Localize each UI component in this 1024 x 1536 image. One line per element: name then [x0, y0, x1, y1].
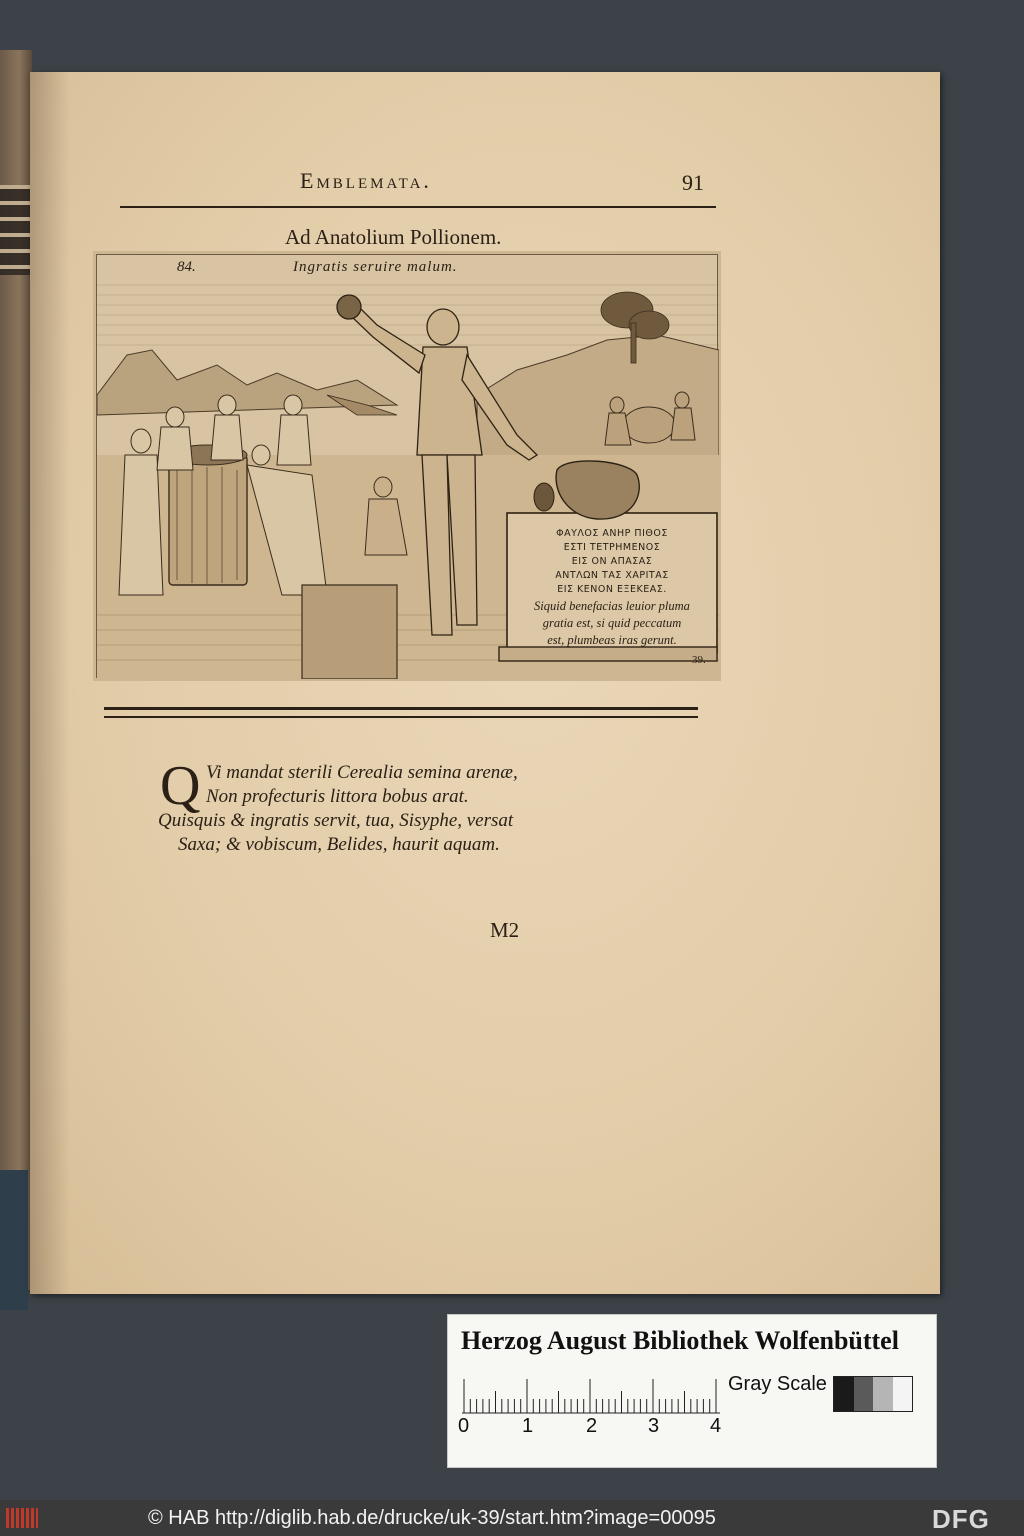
poem-line: Saxa; & vobiscum, Belides, haurit aquam. [178, 834, 500, 855]
gray-scale-bar [833, 1376, 913, 1412]
dfg-logo: DFG [932, 1504, 990, 1534]
footer-bar [0, 1500, 1024, 1536]
poem-line: Vi mandat sterili Cerealia semina arenæ, [206, 762, 518, 783]
gutter-shadow [30, 72, 70, 1294]
page-number: 91 [682, 170, 704, 195]
gray-step [893, 1377, 913, 1411]
latin-line: Siquid benefacias leuior pluma [534, 599, 690, 613]
cover-edge [0, 1170, 28, 1310]
color-reference-card [447, 1314, 937, 1468]
pedestal-inscription [517, 527, 707, 648]
engraving-plate [96, 254, 718, 678]
greek-line: ΦΑΥΛΟΣ ΑΝΗΡ ΠΙΘΟΣ [556, 528, 668, 539]
plate-corner-number: 39. [692, 654, 706, 666]
signature-mark: M2 [490, 918, 520, 942]
greek-line: ΕΙΣ ΟΝ ΑΠΑΣΑΣ [571, 556, 653, 567]
gray-scale-label: Gray Scale [728, 1373, 827, 1395]
dedication: Ad Anatolium Pollionem. [285, 225, 502, 249]
hab-logo-icon [6, 1508, 38, 1528]
plate-number: 84. [177, 259, 196, 275]
ruler-number: 2 [586, 1415, 598, 1437]
ruler-number: 3 [648, 1415, 660, 1437]
ruler-number: 0 [458, 1415, 470, 1437]
greek-line: ΑΝΤΛΩΝ ΤΑΣ ΧΑΡΙΤΑΣ [555, 570, 669, 581]
gray-step [834, 1377, 854, 1411]
binding-ornament [0, 185, 30, 275]
card-title: Herzog August Bibliothek Wolfenbüttel [461, 1326, 899, 1355]
divider-rule-bottom [104, 716, 698, 718]
ruler-number: 1 [522, 1415, 534, 1437]
greek-line: ΕΣΤΙ ΤΕΤΡΗΜΕΝΟΣ [563, 542, 661, 553]
poem-line: Non profecturis littora bobus arat. [206, 786, 469, 807]
gray-step [873, 1377, 893, 1411]
measurement-ruler [462, 1377, 724, 1415]
running-head: Emblemata. [300, 168, 432, 193]
poem-line: Quisquis & ingratis servit, tua, Sisyphe, versat [158, 810, 514, 831]
latin-line: est, plumbeas iras gerunt. [547, 633, 677, 647]
divider-rule-top [104, 707, 698, 710]
latin-line: gratia est, si quid peccatum [542, 616, 682, 630]
plate-motto: Ingratis seruire malum. [293, 259, 458, 275]
ruler-number: 4 [710, 1415, 722, 1437]
gray-step [854, 1377, 874, 1411]
header-rule [120, 206, 716, 208]
footer-citation: © HAB http://diglib.hab.de/drucke/uk-39/start.htm?image=00095 [148, 1507, 716, 1529]
drop-cap: Q [160, 755, 201, 817]
greek-line: ΕΙΣ ΚΕΝΟΝ ΕΞΕΚΕΑΣ. [557, 584, 667, 595]
